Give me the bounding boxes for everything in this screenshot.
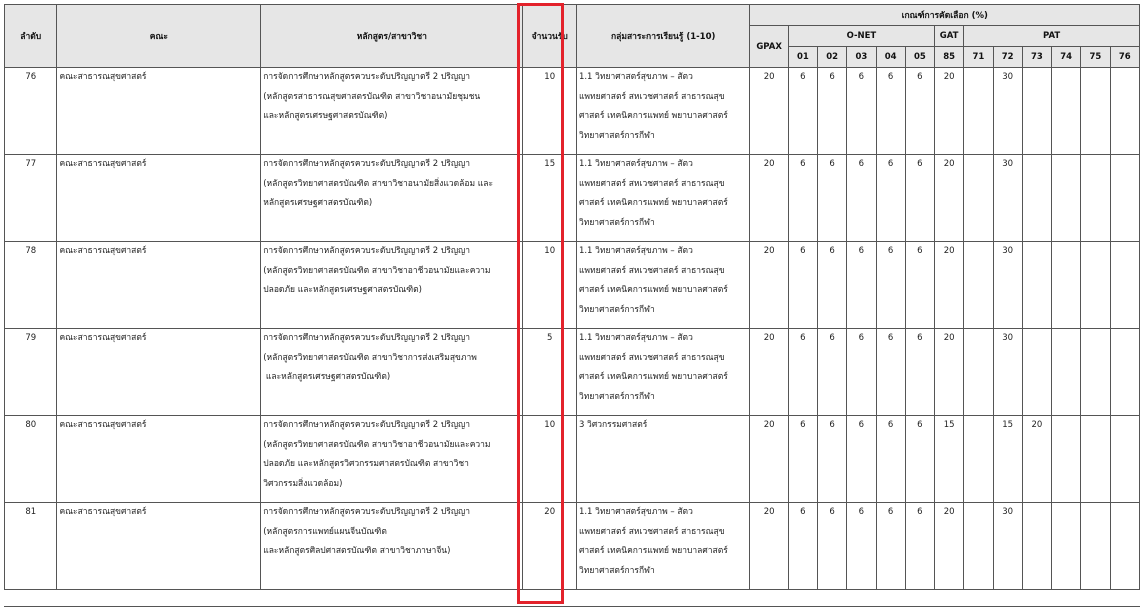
row-pat-76 — [1110, 155, 1139, 242]
row-onet-02: 6 — [818, 155, 847, 242]
row-onet-02: 6 — [818, 68, 847, 155]
group-line: วิทยาศาสตร์การกีฬา — [578, 217, 655, 228]
table-row — [5, 155, 1140, 242]
row-pat-73 — [1022, 155, 1051, 242]
row-seats: 5 — [523, 329, 576, 416]
header-pat-76: 76 — [1110, 47, 1139, 68]
row-order: 81 — [5, 503, 57, 590]
row-order: 76 — [5, 68, 57, 155]
group-line: ศาสตร์ เทคนิคการแพทย์ พยาบาลศาสตร์ — [578, 198, 728, 208]
program-line: ปลอดภัย และหลักสูตรเศรษฐศาสตรบัณฑิต) — [263, 285, 422, 295]
row-pat-75 — [1081, 68, 1110, 155]
row-onet-01: 6 — [788, 68, 817, 155]
row-order: 77 — [5, 155, 57, 242]
row-pat-71 — [964, 242, 993, 329]
row-faculty: คณะสาธารณสุขศาสตร์ — [57, 503, 261, 590]
header-pat-73: 73 — [1022, 47, 1051, 68]
header-pat-71: 71 — [964, 47, 993, 68]
row-gat: 20 — [935, 503, 964, 590]
row-pat-73 — [1022, 329, 1051, 416]
row-gpax: 20 — [750, 155, 788, 242]
row-pat-72: 30 — [993, 503, 1022, 590]
row-pat-73 — [1022, 503, 1051, 590]
row-gat: 15 — [935, 416, 964, 503]
row-onet-05: 6 — [905, 329, 934, 416]
row-gat: 20 — [935, 329, 964, 416]
row-onet-04: 6 — [876, 68, 905, 155]
group-line: 1.1 วิทยาศาสตร์สุขภาพ – สัตว — [578, 72, 693, 82]
row-faculty: คณะสาธารณสุขศาสตร์ — [57, 329, 261, 416]
row-pat-76 — [1110, 416, 1139, 503]
row-onet-03: 6 — [847, 242, 876, 329]
row-pat-74 — [1052, 242, 1081, 329]
row-pat-71 — [964, 416, 993, 503]
row-onet-02: 6 — [818, 329, 847, 416]
row-pat-71 — [964, 503, 993, 590]
group-line: แพทยศาสตร์ สหเวชศาสตร์ สาธารณสุข — [578, 526, 725, 537]
row-pat-74 — [1052, 68, 1081, 155]
program-line: การจัดการศึกษาหลักสูตรควบระดับปริญญาตรี 2 ปริญญา — [263, 507, 471, 517]
header-pat: PAT — [964, 26, 1140, 47]
group-line: แพทยศาสตร์ สหเวชศาสตร์ สาธารณสุข — [578, 178, 725, 189]
row-pat-74 — [1052, 416, 1081, 503]
row-groups — [576, 329, 750, 416]
row-faculty: คณะสาธารณสุขศาสตร์ — [57, 416, 261, 503]
row-onet-03: 6 — [847, 155, 876, 242]
header-gat: GAT — [935, 26, 964, 47]
group-line: วิทยาศาสตร์การกีฬา — [578, 304, 655, 315]
row-faculty: คณะสาธารณสุขศาสตร์ — [57, 68, 261, 155]
header-onet-05: 05 — [905, 47, 934, 68]
row-pat-74 — [1052, 329, 1081, 416]
group-line: 1.1 วิทยาศาสตร์สุขภาพ – สัตว — [578, 246, 693, 256]
row-program — [261, 68, 523, 155]
program-line: (หลักสูตรวิทยาศาสตรบัณฑิต สาขาวิชาอาชีวอนามัยและความ — [263, 439, 491, 450]
group-line: ศาสตร์ เทคนิคการแพทย์ พยาบาลศาสตร์ — [578, 111, 728, 121]
row-onet-01: 6 — [788, 155, 817, 242]
row-onet-02: 6 — [818, 242, 847, 329]
group-line: 1.1 วิทยาศาสตร์สุขภาพ – สัตว — [578, 159, 693, 169]
group-line: วิทยาศาสตร์การกีฬา — [578, 565, 655, 576]
row-onet-01: 6 — [788, 503, 817, 590]
row-pat-75 — [1081, 155, 1110, 242]
row-faculty: คณะสาธารณสุขศาสตร์ — [57, 242, 261, 329]
program-line: การจัดการศึกษาหลักสูตรควบระดับปริญญาตรี 2 ปริญญา — [263, 246, 471, 256]
row-groups — [576, 155, 750, 242]
row-pat-76 — [1110, 68, 1139, 155]
header-onet-04: 04 — [876, 47, 905, 68]
header-gat-85: 85 — [935, 47, 964, 68]
row-pat-71 — [964, 329, 993, 416]
group-line: ศาสตร์ เทคนิคการแพทย์ พยาบาลศาสตร์ — [578, 285, 728, 295]
row-gpax: 20 — [750, 242, 788, 329]
row-order: 78 — [5, 242, 57, 329]
row-seats: 15 — [523, 155, 576, 242]
row-onet-05: 6 — [905, 242, 934, 329]
row-gat: 20 — [935, 155, 964, 242]
row-program — [261, 503, 523, 590]
row-seats: 10 — [523, 416, 576, 503]
row-onet-05: 6 — [905, 68, 934, 155]
header-groups: กลุ่มสาระการเรียนรู้ (1-10) — [576, 5, 750, 68]
program-line: การจัดการศึกษาหลักสูตรควบระดับปริญญาตรี 2 ปริญญา — [263, 72, 471, 82]
program-line: (หลักสูตรวิทยาศาสตรบัณฑิต สาขาวิชาการส่งเสริมสุขภาพ — [263, 352, 477, 363]
row-program — [261, 416, 523, 503]
admission-criteria-table — [4, 4, 1140, 590]
group-line: ศาสตร์ เทคนิคการแพทย์ พยาบาลศาสตร์ — [578, 372, 728, 382]
row-seats: 20 — [523, 503, 576, 590]
program-line: (หลักสูตรสาธารณสุขศาสตรบัณฑิต สาขาวิชาอนามัยชุมชน — [263, 91, 481, 102]
program-line: และหลักสูตรเศรษฐศาสตรบัณฑิต) — [263, 372, 391, 382]
row-pat-75 — [1081, 416, 1110, 503]
row-onet-01: 6 — [788, 329, 817, 416]
table-row — [5, 68, 1140, 155]
header-seats: จำนวนรับ — [523, 5, 576, 68]
row-pat-72: 15 — [993, 416, 1022, 503]
header-onet: O-NET — [788, 26, 934, 47]
header-onet-03: 03 — [847, 47, 876, 68]
row-program — [261, 242, 523, 329]
table-bottom-border — [4, 606, 1140, 607]
row-gat: 20 — [935, 242, 964, 329]
row-pat-71 — [964, 68, 993, 155]
header-gpax: GPAX — [750, 26, 788, 68]
table-row — [5, 416, 1140, 503]
row-gpax: 20 — [750, 329, 788, 416]
group-line: วิทยาศาสตร์การกีฬา — [578, 130, 655, 141]
row-gpax: 20 — [750, 416, 788, 503]
row-onet-05: 6 — [905, 503, 934, 590]
program-line: (หลักสูตรวิทยาศาสตรบัณฑิต สาขาวิชาอาชีวอนามัยและความ — [263, 265, 491, 276]
header-order: ลำดับ — [5, 5, 57, 68]
row-onet-02: 6 — [818, 503, 847, 590]
row-onet-02: 6 — [818, 416, 847, 503]
row-onet-04: 6 — [876, 329, 905, 416]
row-pat-72: 30 — [993, 68, 1022, 155]
row-pat-74 — [1052, 155, 1081, 242]
row-gpax: 20 — [750, 68, 788, 155]
row-onet-04: 6 — [876, 155, 905, 242]
program-line: การจัดการศึกษาหลักสูตรควบระดับปริญญาตรี 2 ปริญญา — [263, 420, 471, 430]
row-pat-73 — [1022, 242, 1051, 329]
row-groups — [576, 68, 750, 155]
row-pat-71 — [964, 155, 993, 242]
row-onet-04: 6 — [876, 242, 905, 329]
row-pat-75 — [1081, 503, 1110, 590]
row-seats: 10 — [523, 242, 576, 329]
header-pat-72: 72 — [993, 47, 1022, 68]
row-gat: 20 — [935, 68, 964, 155]
row-onet-05: 6 — [905, 416, 934, 503]
header-faculty: คณะ — [57, 5, 261, 68]
header-pat-75: 75 — [1081, 47, 1110, 68]
row-order: 79 — [5, 329, 57, 416]
row-onet-04: 6 — [876, 503, 905, 590]
program-line: การจัดการศึกษาหลักสูตรควบระดับปริญญาตรี 2 ปริญญา — [263, 159, 471, 169]
row-onet-03: 6 — [847, 503, 876, 590]
row-pat-72: 30 — [993, 155, 1022, 242]
header-pat-74: 74 — [1052, 47, 1081, 68]
group-line: วิทยาศาสตร์การกีฬา — [578, 391, 655, 402]
program-line: การจัดการศึกษาหลักสูตรควบระดับปริญญาตรี 2 ปริญญา — [263, 333, 471, 343]
program-line: (หลักสูตรวิทยาศาสตรบัณฑิต สาขาวิชาอนามัยสิ่งแวดล้อม และ — [263, 178, 494, 189]
row-order: 80 — [5, 416, 57, 503]
program-line: และหลักสูตรศิลปศาสตรบัณฑิต สาขาวิชาภาษาจีน) — [263, 546, 451, 556]
group-line: แพทยศาสตร์ สหเวชศาสตร์ สาธารณสุข — [578, 91, 725, 102]
row-groups — [576, 416, 750, 503]
header-criteria: เกณฑ์การคัดเลือก (%) — [750, 5, 1140, 26]
program-line: ปลอดภัย และหลักสูตรวิศวกรรมศาสตรบัณฑิต สาขาวิชา — [263, 459, 469, 469]
row-pat-76 — [1110, 329, 1139, 416]
group-line: 1.1 วิทยาศาสตร์สุขภาพ – สัตว — [578, 507, 693, 517]
row-gpax: 20 — [750, 503, 788, 590]
row-faculty: คณะสาธารณสุขศาสตร์ — [57, 155, 261, 242]
group-line: 1.1 วิทยาศาสตร์สุขภาพ – สัตว — [578, 333, 693, 343]
table-row — [5, 329, 1140, 416]
row-onet-04: 6 — [876, 416, 905, 503]
row-groups — [576, 242, 750, 329]
row-pat-75 — [1081, 242, 1110, 329]
group-line: 3 วิศวกรรมศาสตร์ — [578, 420, 648, 430]
group-line: ศาสตร์ เทคนิคการแพทย์ พยาบาลศาสตร์ — [578, 546, 728, 556]
row-onet-05: 6 — [905, 155, 934, 242]
row-program — [261, 155, 523, 242]
header-program: หลักสูตร/สาขาวิชา — [261, 5, 523, 68]
program-line: และหลักสูตรเศรษฐศาสตรบัณฑิต) — [263, 111, 388, 121]
row-onet-01: 6 — [788, 416, 817, 503]
program-line: หลักสูตรเศรษฐศาสตรบัณฑิต) — [263, 198, 373, 208]
row-pat-72: 30 — [993, 242, 1022, 329]
row-pat-73 — [1022, 68, 1051, 155]
row-onet-03: 6 — [847, 329, 876, 416]
row-onet-01: 6 — [788, 242, 817, 329]
row-program — [261, 329, 523, 416]
table-row — [5, 503, 1140, 590]
row-pat-75 — [1081, 329, 1110, 416]
row-pat-72: 30 — [993, 329, 1022, 416]
table-row — [5, 242, 1140, 329]
row-pat-76 — [1110, 242, 1139, 329]
row-pat-73: 20 — [1022, 416, 1051, 503]
row-onet-03: 6 — [847, 416, 876, 503]
header-onet-02: 02 — [818, 47, 847, 68]
program-line: วิศวกรรมสิ่งแวดล้อม) — [263, 478, 343, 489]
row-pat-74 — [1052, 503, 1081, 590]
row-onet-03: 6 — [847, 68, 876, 155]
group-line: แพทยศาสตร์ สหเวชศาสตร์ สาธารณสุข — [578, 352, 725, 363]
row-pat-76 — [1110, 503, 1139, 590]
header-onet-01: 01 — [788, 47, 817, 68]
group-line: แพทยศาสตร์ สหเวชศาสตร์ สาธารณสุข — [578, 265, 725, 276]
program-line: (หลักสูตรการแพทย์แผนจีนบัณฑิต — [263, 526, 387, 537]
row-groups — [576, 503, 750, 590]
row-seats: 10 — [523, 68, 576, 155]
